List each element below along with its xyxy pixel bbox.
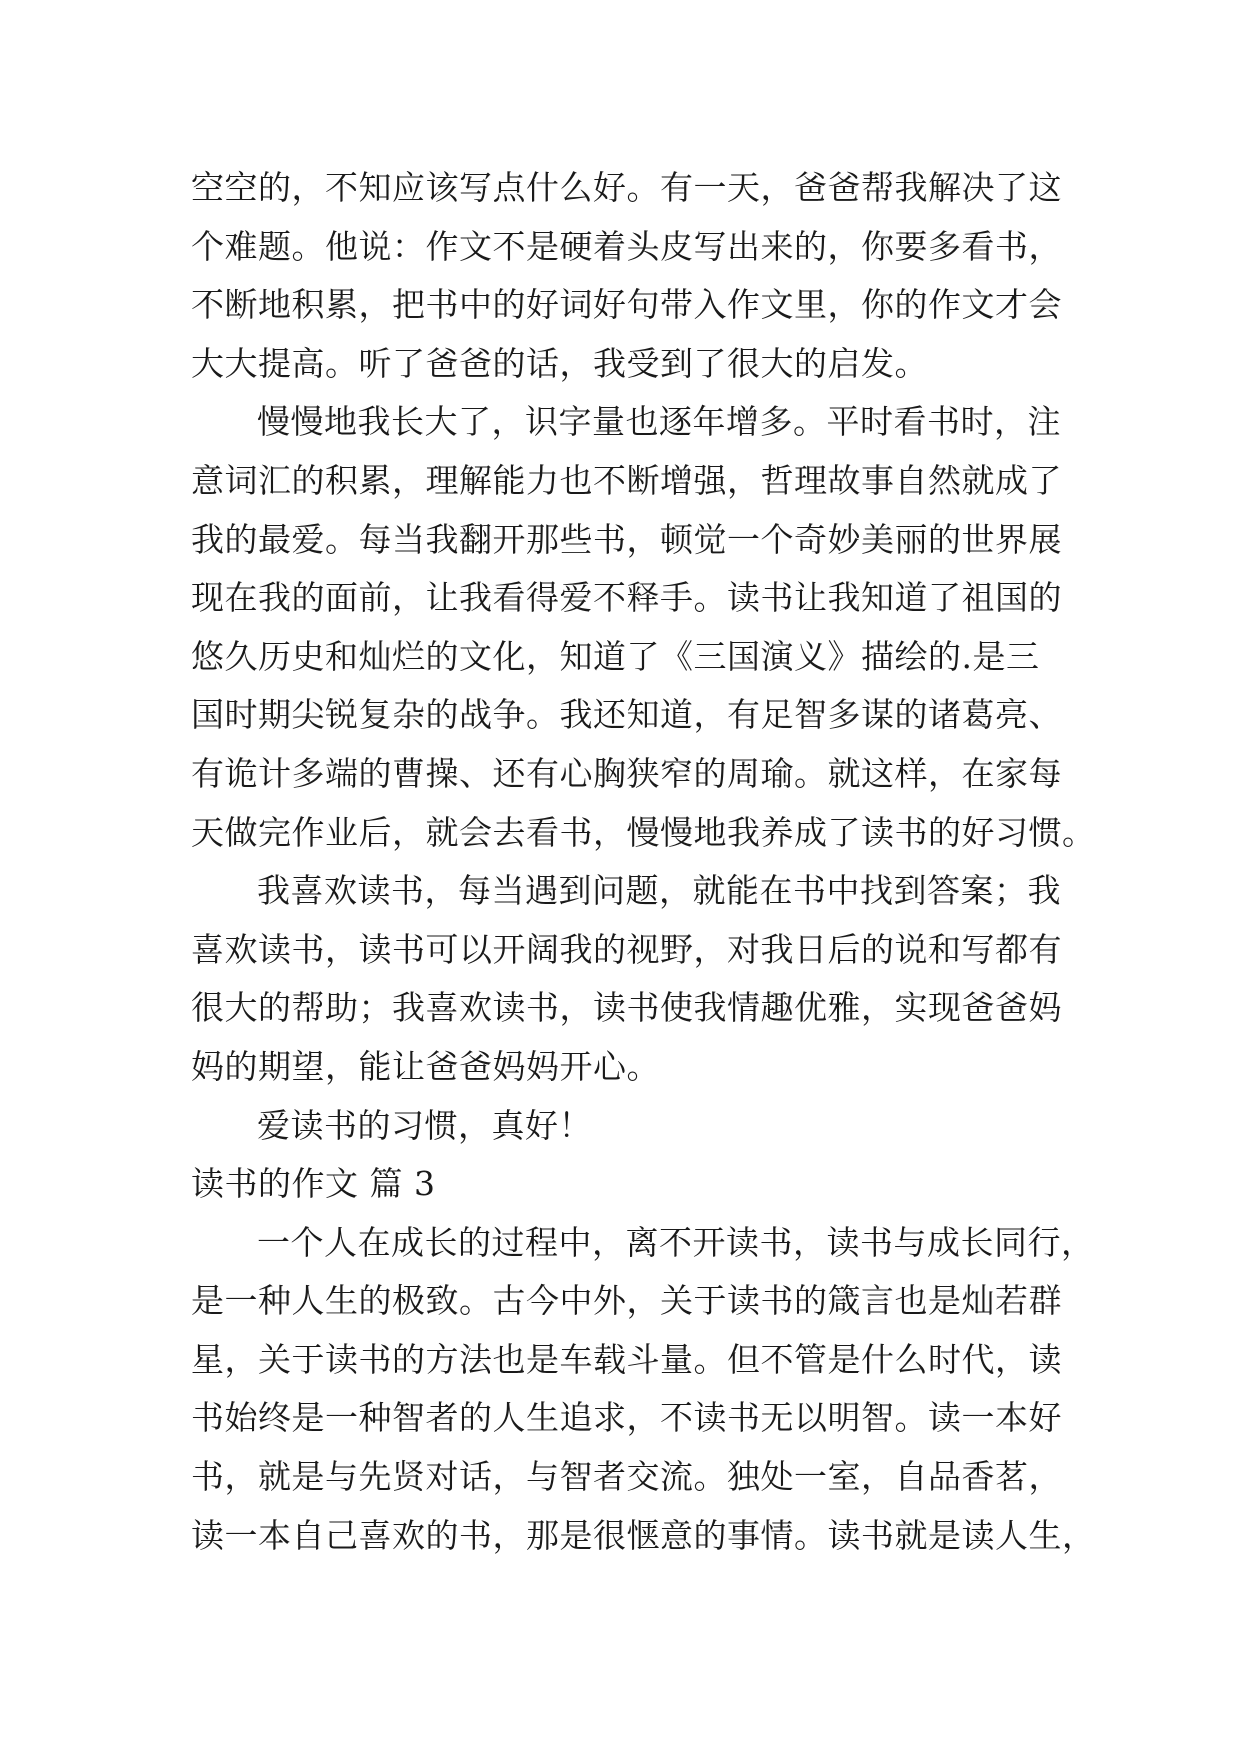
paragraph-first-line: 慢慢地我长大了，识字量也逐年增多。平时看书时，注 xyxy=(257,402,1061,442)
text-line: 妈的期望，能让爸爸妈妈开心。 xyxy=(191,1046,660,1086)
text-line: 读一本自己喜欢的书，那是很惬意的事情。读书就是读人生， xyxy=(191,1515,1096,1555)
text-line: 有诡计多端的曹操、还有心胸狭窄的周瑜。就这样，在家每 xyxy=(191,753,1062,793)
text-line: 天做完作业后，就会去看书，慢慢地我养成了读书的好习惯。 xyxy=(191,812,1096,852)
text-line: 很大的帮助；我喜欢读书，读书使我情趣优雅，实现爸爸妈 xyxy=(191,988,1062,1028)
text-line: 悠久历史和灿烂的文化，知道了《三国演义》描绘的.是三 xyxy=(191,636,1040,676)
text-line: 我的最爱。每当我翻开那些书，顿觉一个奇妙美丽的世界展 xyxy=(191,519,1062,559)
paragraph-first-line: 爱读书的习惯，真好！ xyxy=(257,1105,592,1145)
text-line: 空空的，不知应该写点什么好。有一天，爸爸帮我解决了这 xyxy=(191,168,1062,207)
text-line: 书，就是与先贤对话，与智者交流。独处一室，自品香茗， xyxy=(191,1457,1062,1497)
text-line: 意词汇的积累，理解能力也不断增强，哲理故事自然就成了 xyxy=(191,460,1062,500)
section-heading: 读书的作文 篇 3 xyxy=(191,1164,436,1204)
text-line: 国时期尖锐复杂的战争。我还知道，有足智多谋的诸葛亮、 xyxy=(191,695,1062,735)
text-line: 不断地积累，把书中的好词好句带入作文里，你的作文才会 xyxy=(191,285,1062,325)
text-line: 是一种人生的极致。古今中外，关于读书的箴言也是灿若群 xyxy=(191,1281,1062,1321)
paragraph-first-line: 一个人在成长的过程中，离不开读书，读书与成长同行， xyxy=(257,1222,1095,1262)
text-line: 现在我的面前，让我看得爱不释手。读书让我知道了祖国的 xyxy=(191,578,1062,618)
paragraph-first-line: 我喜欢读书，每当遇到问题，就能在书中找到答案；我 xyxy=(257,871,1061,911)
text-line: 个难题。他说：作文不是硬着头皮写出来的，你要多看书， xyxy=(191,226,1062,266)
text-line: 喜欢读书，读书可以开阔我的视野，对我日后的说和写都有 xyxy=(191,929,1062,969)
text-line: 星，关于读书的方法也是车载斗量。但不管是什么时代，读 xyxy=(191,1339,1062,1379)
document-body xyxy=(191,159,1096,1565)
text-line: 大大提高。听了爸爸的话，我受到了很大的启发。 xyxy=(191,343,928,383)
text-line: 书始终是一种智者的人生追求，不读书无以明智。读一本好 xyxy=(191,1398,1062,1438)
